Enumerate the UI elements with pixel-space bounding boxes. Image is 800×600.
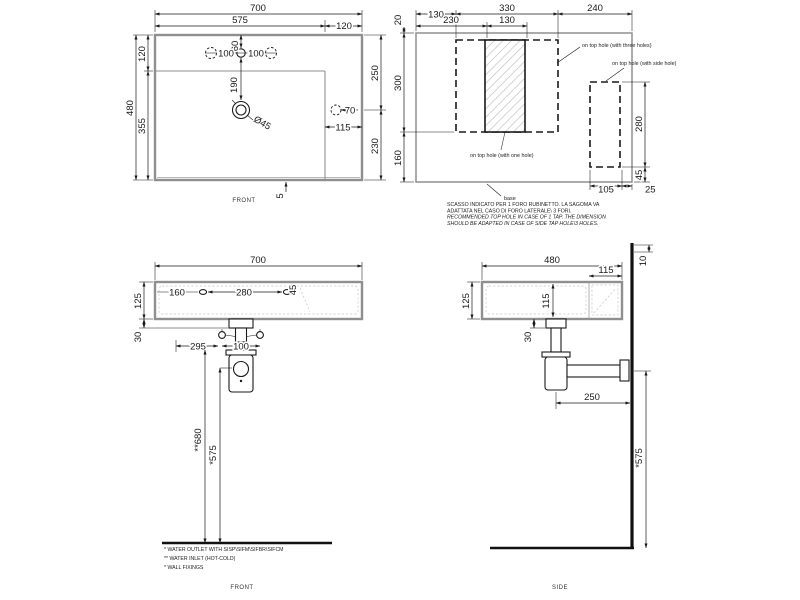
dim-tap-offset: 60: [230, 40, 241, 52]
dim-side-body-height: 125: [461, 293, 472, 309]
dim-front-drain-fitting: 30: [133, 331, 144, 343]
legend-line-3: * WALL FIXINGS: [164, 565, 204, 571]
dim-bottom-lip: 5: [275, 193, 286, 199]
dim-inlet-height: **680: [193, 428, 204, 452]
dim-drain-diameter: Ø45: [251, 114, 273, 133]
dim-right-section: 120: [336, 21, 352, 32]
dim-base-row2-left: 230: [443, 15, 459, 26]
dim-overall-depth: 480: [125, 100, 136, 116]
dim-right-depth-bottom: 230: [370, 138, 381, 154]
note-line-2: ADATTATA NEL CASO DI FORO LATERALE\ 3 FORI.: [447, 208, 572, 215]
dim-wall-gap: 10: [638, 255, 649, 267]
dim-inlet-spacing: 100: [233, 341, 249, 353]
legend-line-1: * WATER OUTLET WITH SISP\SIFM\SIFBR\SIFCM: [164, 547, 284, 553]
dim-tap-spacing-right: 100: [248, 48, 264, 60]
plan-view-base: [393, 3, 677, 227]
basin-outline-side: [482, 282, 622, 319]
dim-side-hole-diameter: 70: [344, 105, 356, 117]
legend-notes: [164, 547, 284, 571]
dim-base-bottom-right: 25: [645, 184, 656, 196]
dim-outlet-height-front: *575: [208, 445, 219, 465]
dim-bowl-depth: 355: [137, 118, 148, 134]
legend-line-2: ** WATER INLET (HOT-COLD): [164, 556, 236, 562]
dim-tap-spacing-left: 100: [218, 48, 234, 60]
dim-fixing-spacing: 280: [236, 287, 252, 299]
dim-side-region-height: 280: [634, 116, 645, 132]
plan-view-title: FRONT: [232, 198, 256, 204]
dim-base-row2-center: 130: [499, 15, 515, 26]
dim-side-drain-fitting: 30: [523, 331, 534, 343]
wall-fixing-hole-left: [199, 290, 206, 295]
label-three-holes: on top hole (with three holes): [582, 43, 652, 49]
dim-fixing-left: 160: [169, 287, 185, 299]
dim-inlet-offset: 295: [190, 341, 206, 353]
dim-right-depth-top: 250: [370, 65, 381, 81]
dim-rear-ledge: 115: [598, 265, 614, 276]
dim-outlet-height-side: *575: [634, 448, 645, 468]
bottle-trap-side: [545, 357, 567, 390]
hole-notes: [447, 202, 606, 227]
note-line-4: SHOULD BE ADAPTED IN CASE OF SIDE TAP HOLE\3 HOLES.: [447, 220, 599, 227]
drain-trap-front: [219, 319, 264, 392]
dim-base-left-mid: 300: [393, 75, 404, 91]
dim-base-left-top: 20: [393, 14, 404, 26]
label-one-hole: on top hole (with one hole): [470, 153, 534, 159]
water-inlet-right: [257, 332, 264, 339]
note-line-1: SCASSO INDICATO PER 1 FORO RUBINETTO. LA SAGOMA VA: [447, 202, 600, 208]
dim-base-top-center: 330: [499, 3, 515, 14]
wall-flange: [620, 360, 629, 381]
basin-outline-front: [155, 282, 362, 319]
dim-side-overall-depth: 480: [544, 255, 560, 266]
dim-base-top-left: 130: [428, 9, 444, 21]
dim-front-overall-width: 700: [250, 255, 266, 266]
front-elevation-view: [133, 255, 362, 591]
dim-fixing-size: 45: [288, 284, 299, 296]
dim-width-to-recess: 575: [232, 15, 248, 26]
plan-view-front: [125, 3, 386, 204]
dim-base-bottom-width: 105: [598, 184, 614, 196]
dim-trap-to-wall: 250: [584, 392, 600, 403]
note-line-3: RECOMMENDED TOP HOLE IN CASE OF 1 TAP. THE DIMENSION: [447, 214, 606, 221]
dim-side-region-bottom: 45: [634, 169, 645, 181]
dim-overall-width: 700: [250, 3, 266, 14]
label-side-hole: on top hole (with side hole): [612, 61, 677, 67]
waste-pipe-to-wall: [567, 365, 620, 377]
dim-bowl-inner-depth: 115: [541, 293, 552, 309]
dim-front-body-height: 125: [133, 293, 144, 309]
side-elevation-title: SIDE: [551, 585, 569, 591]
dim-side-hole-offset: 115: [335, 122, 351, 134]
dim-base-left-bottom: 160: [393, 150, 404, 166]
front-elevation-title: FRONT: [230, 585, 254, 591]
drain-trap-side: [542, 319, 629, 390]
water-inlet-left: [219, 332, 226, 339]
label-base: base: [504, 196, 516, 202]
dim-drain-offset: 190: [229, 77, 240, 93]
dim-base-top-right: 240: [587, 3, 603, 14]
side-elevation-view: [461, 243, 653, 591]
dim-deck-depth: 120: [137, 46, 148, 62]
one-hole-region: [485, 40, 525, 132]
